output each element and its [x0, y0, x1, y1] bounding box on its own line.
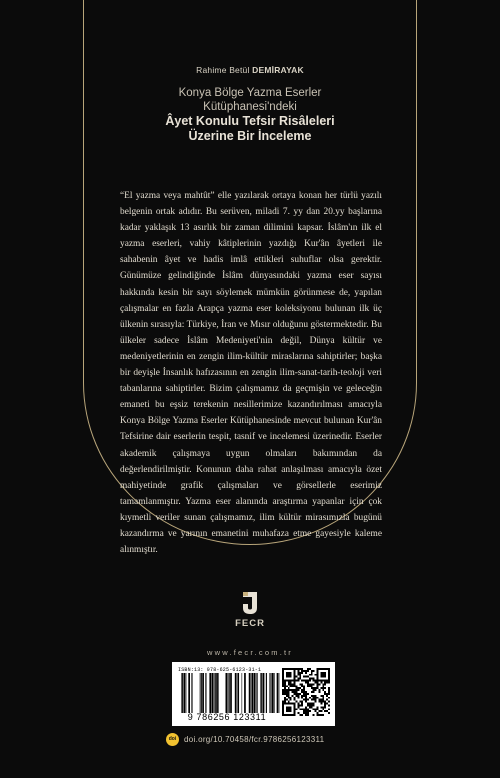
back-cover-description: “El yazma veya mahtût” elle yazılarak ortaya konan her türlü yazılı belgenin ortak adıdır. Bu serüven, miladi 7. yy dan 20.yy başlarına kadar yaklaşık 13 asırlık bir zaman dilimini kapsar. İslâm'ın ilk el yazma eserleri, vahiy kâtiplerinin yazdığı Kur'ân âyetleri ile sahabenin âyet ve hadis imlâ ettikleri suhuflar olsa gerektir. Günümüze gelindiğinde İslâm dünyasındaki yazma eser sayısı hakkında kesin bir sayı söylemek mümkün görünmese de, yapılan çalışmalar en fazla Arapça yazma eser koleksiyonu bulunan ilk üç ülkenin sırasıyla: Türkiye, İran ve Mısır olduğunu göstermektedir. Bu ülkeler sadece İslâm Medeniyeti'nin değil, Dünya kültür ve medeniyetlerinin en zengin ilim-kültür miraslarına sahiptirler; başka bir deyişle İnsanlık hafızasının en zengin ilim-sanat-tarih-teoloji veri tabanlarına sahiptirler. Bizim çalışmamız da geçmişin ve geleceğin emaneti bu eşsiz terekenin nesillerimize kazandırılması amacıyla Konya Bölge Yazma Eserler Kütüphanesinde mevcut bulunan Kur'ân Tefsirine dair eserlerin tespit, tasnif ve incelemesi üzerinedir. Eserler akademik çalışmaya uygun olmaları bakımından da değerlendirilmiştir. Konunun daha rahat anlaşılması amacıyla özet mahiyetinde grafik çalışmaları ve görsellerle eserimiz tamamlanmıştır. Yazma eser alanında araştırma yapanlar için çok kıymetli veriler sunan çalışmamız, ilim kültür mirasımızla bugünü kazandırma ve yarının emanetini muhafaza etme gayesiyle kaleme alınmıştır.	[120, 191, 382, 556]
doi-row	[166, 732, 366, 746]
qr-code	[282, 668, 330, 716]
barcode	[178, 673, 280, 713]
fecr-logo-icon	[239, 590, 261, 616]
isbn-barcode-panel	[172, 662, 335, 726]
book-title	[0, 114, 500, 144]
title-line-2: Üzerine Bir İnceleme	[188, 129, 312, 143]
author-last-name: DEMİRAYAK	[252, 65, 304, 75]
book-subtitle	[0, 86, 500, 114]
doi-icon: doi	[166, 733, 179, 746]
publisher-website: www.fecr.com.tr	[207, 648, 293, 657]
publisher-logo	[228, 590, 272, 629]
doi-link[interactable]: doi.org/10.70458/fcr.9786256123311	[184, 734, 325, 744]
isbn-digits: 9 786256 123311	[187, 712, 267, 722]
publisher-name: FECR	[235, 618, 265, 629]
isbn-label: ISBN:13: 978-625-6123-31-1	[178, 667, 262, 673]
author-first-name: Rahime Betül	[196, 65, 250, 75]
subtitle-line-1: Konya Bölge Yazma Eserler	[178, 87, 322, 99]
title-line-1: Âyet Konulu Tefsir Risâleleri	[165, 114, 335, 128]
subtitle-line-2: Kütüphanesi'ndeki	[203, 101, 297, 113]
author-name	[0, 65, 500, 75]
